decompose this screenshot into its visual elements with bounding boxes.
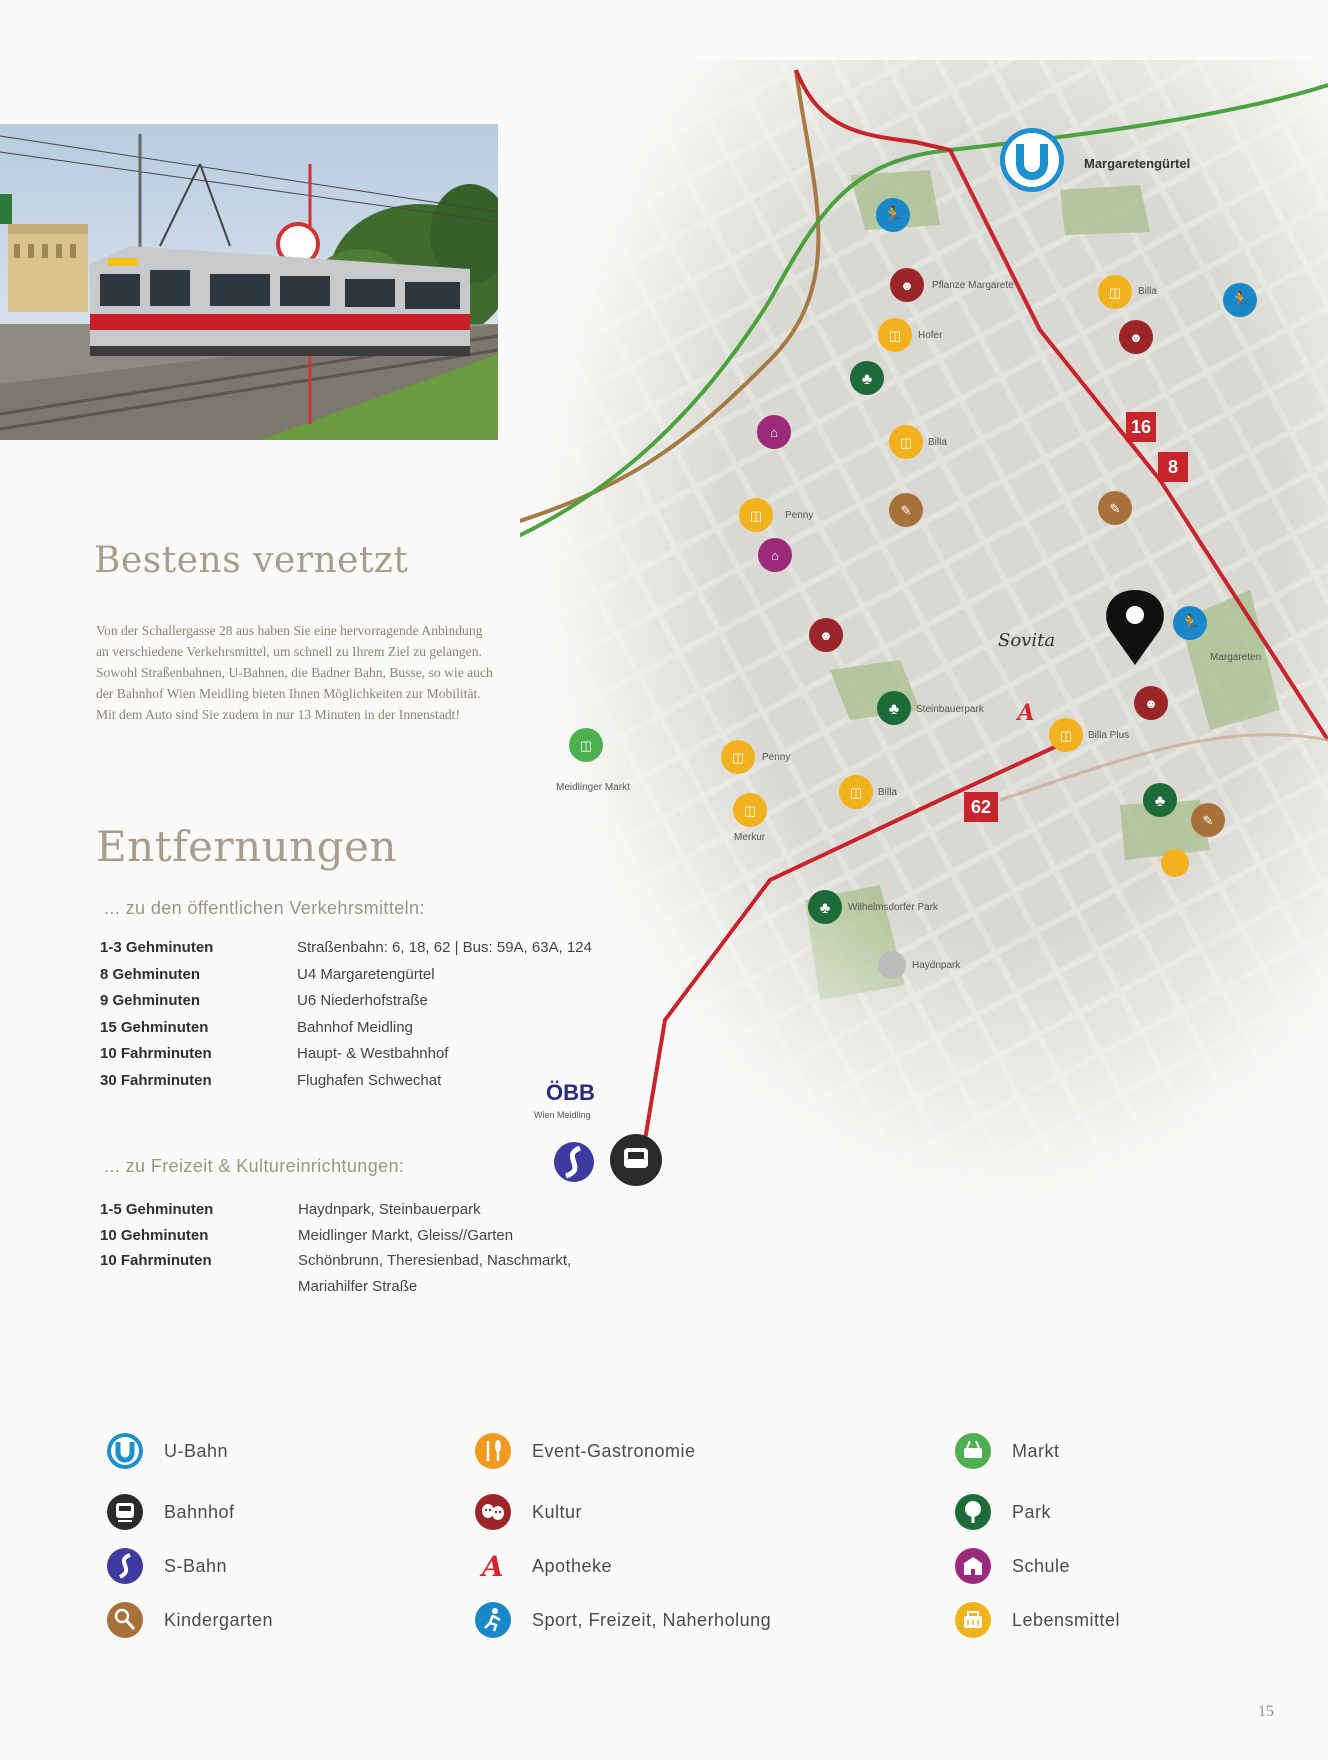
legend-event-gastronomie: [474, 1432, 696, 1470]
legend-label: Schule: [1012, 1555, 1071, 1576]
legend-markt: [954, 1432, 1060, 1470]
svg-text:◫: ◫: [749, 508, 763, 523]
svg-text:☻: ☻: [1144, 696, 1158, 711]
poi-lebensmittel-2-icon: [889, 425, 923, 459]
poi-lebensmittel-5-icon: [721, 740, 755, 774]
kindergarten-icon: [106, 1601, 144, 1639]
poi-label-penny-2: Penny: [762, 752, 791, 763]
legend-label: Apotheke: [532, 1555, 613, 1576]
ubahn-station-label: Margaretengürtel: [1084, 156, 1191, 171]
location-map: [520, 60, 1328, 1210]
svg-text:◫: ◫: [579, 738, 593, 753]
schule-icon: [954, 1547, 992, 1585]
poi-park-3-icon: [1143, 783, 1177, 817]
table-row: [100, 1223, 571, 1249]
subheading-public-transport: ... zu den öffentlichen Verkehrsmitteln:: [104, 898, 425, 918]
oebb-logo: ÖBB: [546, 1080, 595, 1105]
poi-park-2-icon: [877, 691, 911, 725]
line-badge-16: 16: [1130, 417, 1152, 437]
legend-label: Bahnhof: [164, 1501, 235, 1522]
bahnhof-icon: [106, 1493, 144, 1531]
line-badge-8: 8: [1167, 457, 1179, 477]
svg-text:☻: ☻: [900, 278, 914, 293]
target-cell: Haupt- & Westbahnhof: [297, 1045, 449, 1062]
svg-text:◫: ◫: [899, 435, 913, 450]
legend-sport: [474, 1601, 771, 1639]
legend-apotheke: [474, 1547, 612, 1585]
legend-label: S-Bahn: [164, 1555, 228, 1576]
kultur-icon: [474, 1493, 512, 1531]
poi-label-merkur: Merkur: [734, 832, 766, 843]
svg-text:◫: ◫: [1059, 728, 1073, 743]
svg-text:◫: ◫: [731, 750, 745, 765]
poi-apotheke-1-icon: [1015, 700, 1034, 726]
svg-text:A: A: [1017, 700, 1035, 726]
time-cell: 10 Fahrminuten: [100, 1252, 212, 1269]
legend-label: Kultur: [532, 1501, 583, 1522]
svg-text:⌂: ⌂: [770, 425, 778, 440]
time-cell: 30 Fahrminuten: [100, 1071, 212, 1089]
poi-label-markt: Meidlinger Markt: [556, 782, 630, 793]
distance-table-transport: [100, 935, 592, 1094]
legend-label: Sport, Freizeit, Naherholung: [532, 1609, 772, 1630]
svg-text:♣: ♣: [819, 900, 831, 917]
poi-lebensmittel-9-icon: [1098, 275, 1132, 309]
time-cell: 8 Gehminuten: [100, 965, 201, 983]
svg-text:☻: ☻: [819, 628, 833, 643]
sport-icon: [474, 1601, 512, 1639]
poi-sport-2-icon: [1223, 283, 1257, 317]
target-cell: Bahnhof Meidling: [297, 1018, 413, 1036]
time-cell: [100, 1274, 298, 1300]
table-row: [100, 1274, 571, 1300]
tram-photo: [0, 124, 498, 440]
legend-label: Park: [1012, 1501, 1052, 1522]
time-cell: 10 Gehminuten: [100, 1226, 209, 1244]
u-bahn-station-icon: [1000, 128, 1064, 192]
poi-lebensmittel-1-icon: [878, 318, 912, 352]
poi-sport-1-icon: [876, 198, 910, 232]
poi-label-billa-3: Billa: [1138, 286, 1157, 297]
poi-kultur-2-icon: [809, 618, 843, 652]
svg-text:✎: ✎: [1202, 813, 1214, 828]
legend-label: Event-Gastronomie: [532, 1440, 696, 1461]
legend-kultur: [474, 1493, 582, 1531]
poi-kultur-1-icon: [890, 268, 924, 302]
poi-label-billa-plus: Billa Plus: [1088, 730, 1130, 741]
svg-text:☻: ☻: [1129, 330, 1143, 345]
line-badge-62: 62: [970, 797, 992, 817]
svg-text:🏃: 🏃: [883, 207, 903, 224]
poi-lebensmittel-4-icon: [1049, 718, 1083, 752]
target-cell: U4 Margaretengürtel: [297, 965, 435, 983]
svg-text:🏃: 🏃: [1180, 615, 1200, 632]
svg-text:♣: ♣: [861, 371, 873, 388]
poi-label-billa-1: Billa: [928, 437, 947, 448]
markt-icon: [954, 1432, 992, 1470]
bahnhof-station-icon: [610, 1134, 662, 1186]
poi-label-hofer: Hofer: [918, 330, 943, 341]
svg-text:♣: ♣: [1154, 793, 1166, 810]
poi-park-4-icon: [808, 890, 842, 924]
target-cell: Haydnpark, Steinbauerpark: [298, 1201, 481, 1218]
section-title-vernetzt: Bestens vernetzt: [94, 540, 409, 581]
table-row: [100, 1068, 592, 1095]
poi-lebensmittel-6-icon: [839, 775, 873, 809]
legend-schule: [954, 1547, 1070, 1585]
table-row: [100, 1041, 592, 1068]
svg-text:◫: ◫: [1108, 285, 1122, 300]
target-cell: Straßenbahn: 6, 18, 62 | Bus: 59A, 63A, 124: [297, 939, 592, 956]
poi-park-1-icon: [850, 361, 884, 395]
poi-kindergarten-1-icon: [889, 493, 923, 527]
table-row: [100, 1248, 571, 1274]
table-row: [100, 1015, 592, 1042]
project-logo: Sovita: [998, 630, 1056, 651]
legend-u-bahn: [106, 1432, 228, 1470]
svg-text:A: A: [481, 1550, 505, 1583]
u-bahn-icon: [106, 1432, 144, 1470]
time-cell: 1-3 Gehminuten: [100, 939, 214, 956]
poi-markt-1-icon: [569, 728, 603, 762]
poi-label-sport: Margareten: [1210, 652, 1262, 663]
legend-label: U-Bahn: [164, 1440, 229, 1461]
legend-park: [954, 1493, 1051, 1531]
table-row: [100, 935, 592, 962]
apotheke-icon: [474, 1547, 512, 1585]
svg-text:◫: ◫: [743, 803, 757, 818]
table-row: [100, 1197, 571, 1223]
svg-text:⌂: ⌂: [771, 548, 779, 563]
poi-label-billa-2: Billa: [878, 787, 897, 798]
lebensmittel-icon: [954, 1601, 992, 1639]
poi-lebensmittel-7-icon: [733, 793, 767, 827]
target-cell: Schönbrunn, Theresienbad, Naschmarkt,: [298, 1252, 572, 1269]
subheading-leisure: ... zu Freizeit & Kultureinrichtungen:: [104, 1156, 405, 1176]
distance-table-leisure: [100, 1197, 571, 1299]
time-cell: 9 Gehminuten: [100, 992, 201, 1009]
s-bahn-icon: [106, 1547, 144, 1585]
poi-label-steinbauerpark: Steinbauerpark: [916, 704, 984, 715]
poi-kindergarten-3-icon: [1191, 803, 1225, 837]
poi-label-haydnpark: Haydnpark: [912, 960, 961, 971]
svg-text:◫: ◫: [888, 328, 902, 343]
poi-park-5-icon: [878, 951, 906, 979]
poi-label-penny-1: Penny: [785, 510, 814, 521]
svg-text:✎: ✎: [900, 503, 912, 518]
target-cell: U6 Niederhofstraße: [297, 992, 428, 1009]
svg-text:♣: ♣: [888, 701, 900, 718]
legend-kindergarten: [106, 1601, 273, 1639]
page-number: 15: [1258, 1703, 1274, 1720]
legend-lebensmittel: [954, 1601, 1120, 1639]
poi-label-wilhelmsdorfer-park: Wilhelmsdorfer Park: [848, 902, 939, 913]
target-cell: Meidlinger Markt, Gleiss//Garten: [298, 1226, 514, 1244]
legend-bahnhof: [106, 1493, 235, 1531]
section-title-entfernungen: Entfernungen: [96, 822, 398, 871]
poi-lebensmittel-10-icon: [1161, 849, 1189, 877]
poi-kindergarten-2-icon: [1098, 491, 1132, 525]
target-cell: Mariahilfer Straße: [298, 1277, 418, 1295]
poi-schule-2-icon: [758, 538, 792, 572]
svg-text:✎: ✎: [1109, 501, 1121, 516]
intro-paragraph: Von der Schallergasse 28 aus haben Sie eine hervorragende Anbindung an verschiedene Verkehrsmittel, um schnell zu Ihrem Ziel zu gelangen. Sowohl Straßenbahnen, U-Bahnen, die Badner Bahn, Busse, so wie auch der Bahnhof Wien Meidling bieten Ihnen Möglichkeiten zur Mobilität. Mit dem Auto sind Sie zudem in nur 13 Minuten in der Innenstadt!: [96, 623, 493, 722]
legend-label: Lebensmittel: [1012, 1609, 1121, 1630]
legend-label: Markt: [1012, 1440, 1060, 1461]
s-bahn-station-icon: [554, 1142, 594, 1182]
time-cell: 15 Gehminuten: [100, 1018, 209, 1036]
oebb-station-label: Wien Meidling: [534, 1110, 591, 1120]
legend-label: Kindergarten: [164, 1609, 274, 1630]
table-row: [100, 988, 592, 1015]
poi-kultur-4-icon: [1134, 686, 1168, 720]
poi-schule-1-icon: [757, 415, 791, 449]
event-gastronomie-icon: [474, 1432, 512, 1470]
poi-kultur-3-icon: [1119, 320, 1153, 354]
time-cell: 1-5 Gehminuten: [100, 1201, 214, 1218]
svg-text:◫: ◫: [849, 785, 863, 800]
poi-sport-3-icon: [1173, 606, 1207, 640]
poi-lebensmittel-3-icon: [739, 498, 773, 532]
park-icon: [954, 1493, 992, 1531]
poi-label-kultur-1: Pflanze Margarete: [932, 280, 1014, 291]
legend-s-bahn: [106, 1547, 227, 1585]
table-row: [100, 962, 592, 989]
time-cell: 10 Fahrminuten: [100, 1045, 212, 1062]
svg-text:🏃: 🏃: [1230, 292, 1250, 309]
target-cell: Flughafen Schwechat: [297, 1071, 442, 1089]
